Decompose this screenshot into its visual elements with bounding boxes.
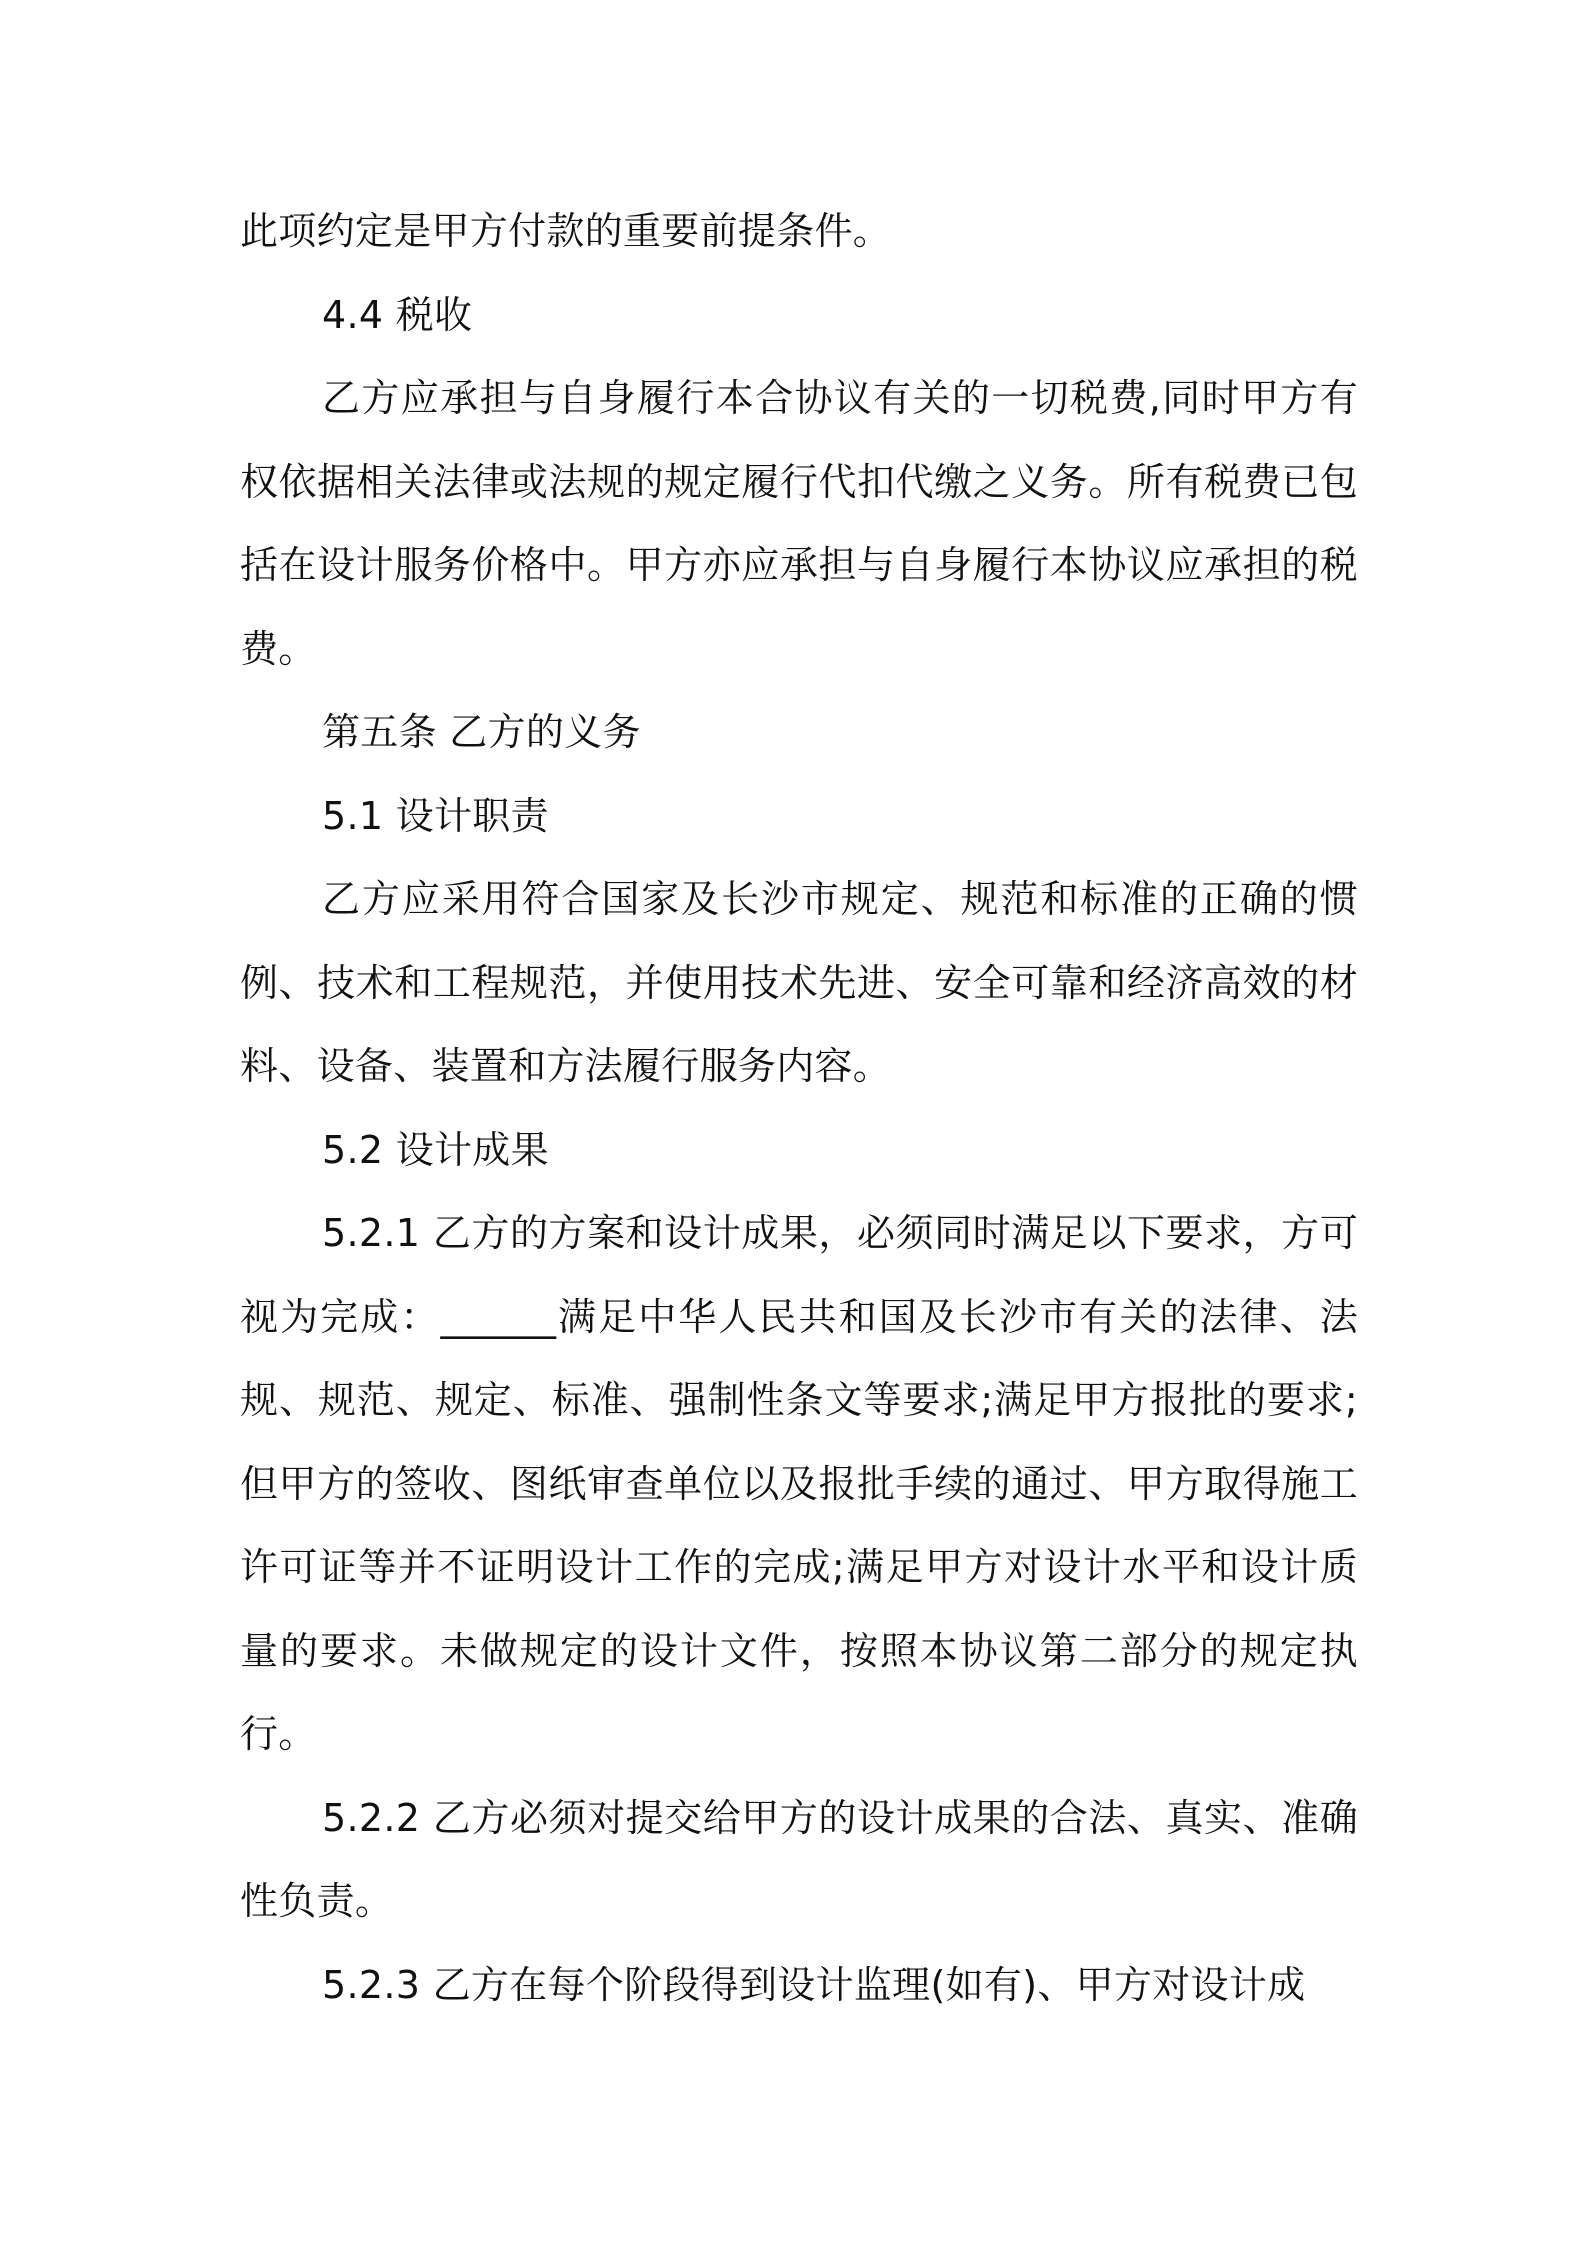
paragraph-5-2-3: 5.2.3 乙方在每个阶段得到设计监理(如有)、甲方对设计成: [322, 1962, 1306, 2007]
article-heading-5: 第五条 乙方的义务: [322, 710, 641, 754]
section-heading-5-1: 5.1 设计职责: [322, 793, 549, 838]
paragraph-payment-condition: 此项约定是甲方付款的重要前提条件。: [240, 209, 892, 253]
document-body: [240, 190, 1358, 2027]
paragraph-5-2-1: 5.2.1 乙方的方案和设计成果，必须同时满足以下要求，方可视为完成：______满足中华人民共和国及长沙市有关的法律、法规、规范、规定、标准、强制性条文等要求;满足甲方报批的要求;但甲方的签收、图纸审查单位以及报批手续的通过、甲方取得施工许可证等并不证明设计工作的完成;满足甲方对设计水平和设计质量的要求。未做规定的设计文件，按照本协议第二部分的规定执行。: [240, 1211, 1358, 1756]
paragraph-design-duties: 乙方应采用符合国家及长沙市规定、规范和标准的正确的惯例、技术和工程规范，并使用技术先进、安全可靠和经济高效的材料、设备、装置和方法履行服务内容。: [240, 877, 1358, 1088]
section-heading-5-2: 5.2 设计成果: [322, 1127, 549, 1172]
paragraph-5-2-2: 5.2.2 乙方必须对提交给甲方的设计成果的合法、真实、准确性负责。: [240, 1795, 1358, 1923]
section-heading-4-4: 4.4 税收: [322, 292, 473, 337]
paragraph-tax: 乙方应承担与自身履行本合协议有关的一切税费,同时甲方有权依据相关法律或法规的规定履行代扣代缴之义务。所有税费已包括在设计服务价格中。甲方亦应承担与自身履行本协议应承担的税费。: [240, 376, 1358, 671]
